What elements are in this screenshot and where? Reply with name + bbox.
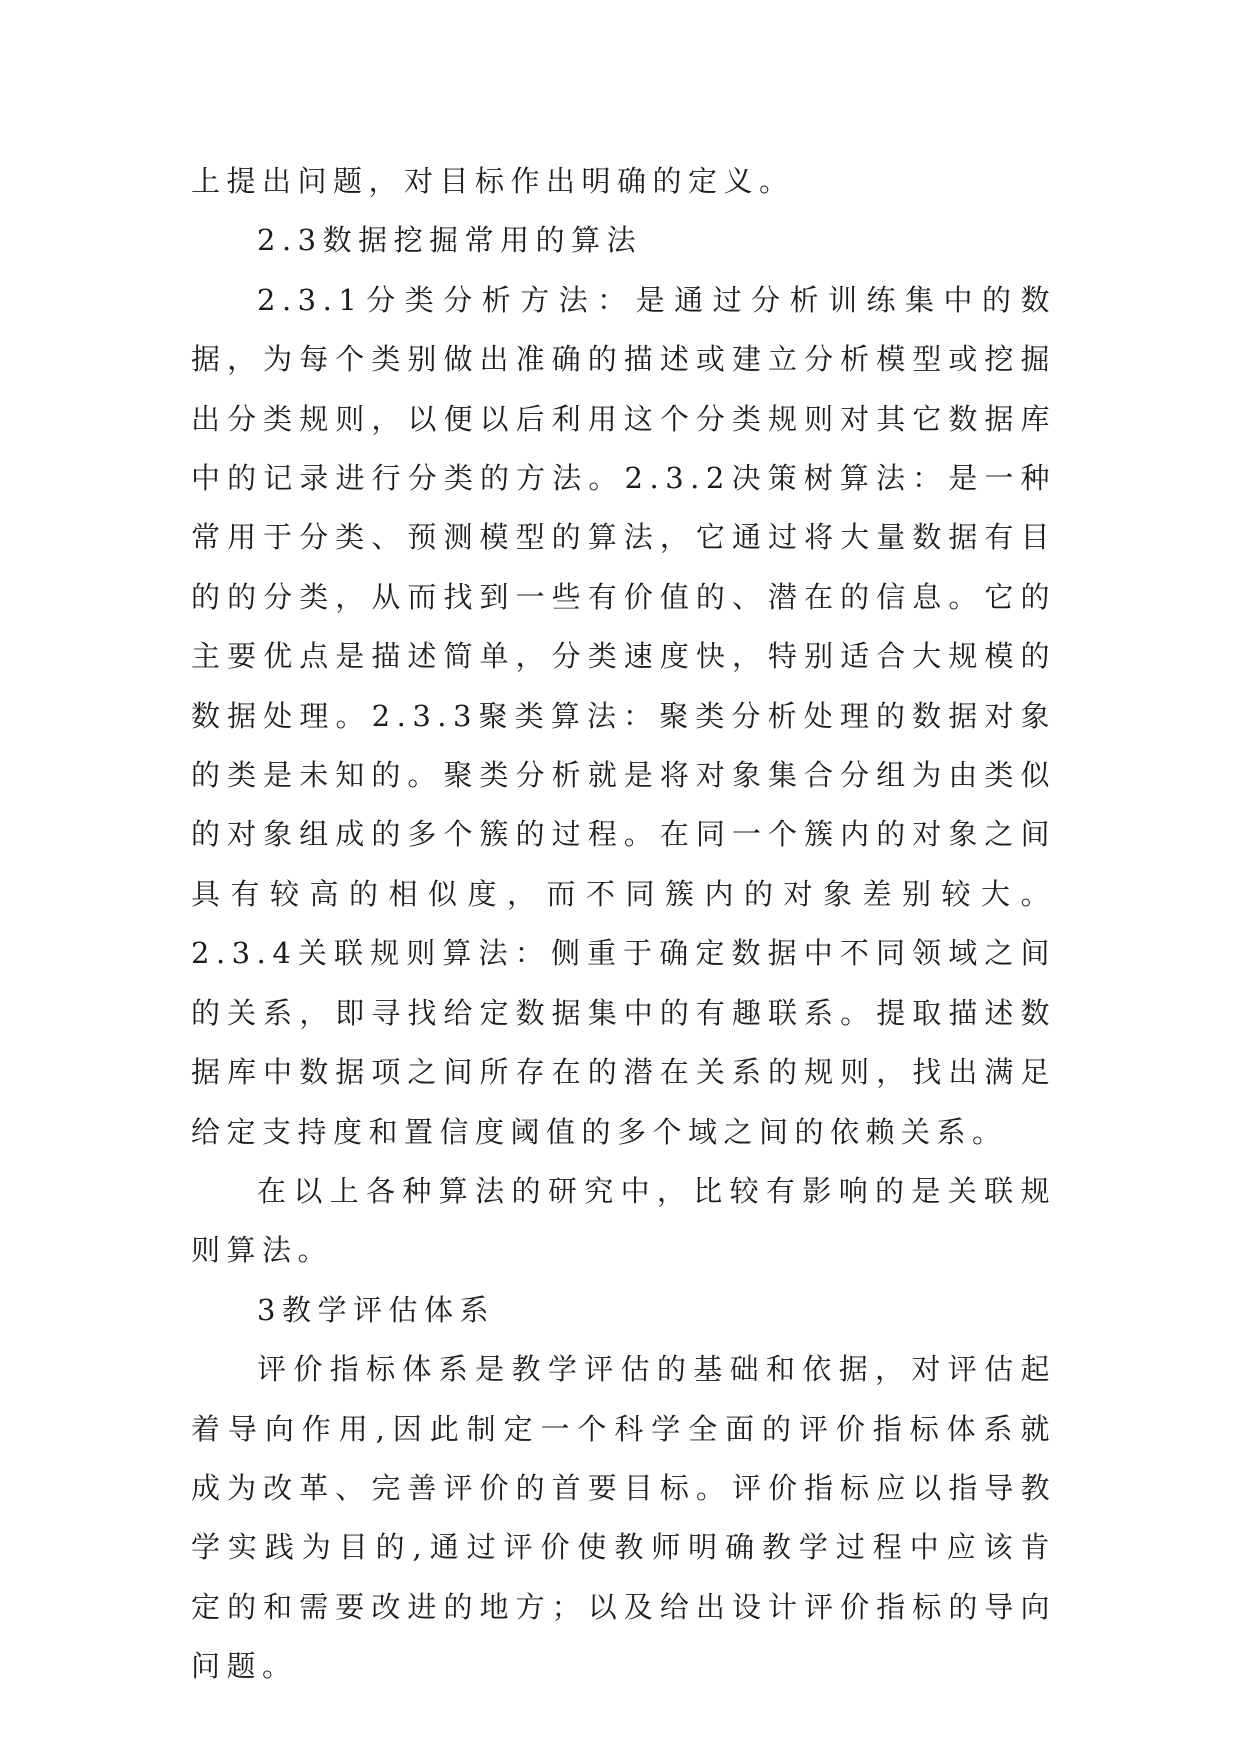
document-body: [191, 152, 1056, 1697]
section-heading-3: 3教学评估体系: [257, 1292, 495, 1327]
paragraph-continuation: 上提出问题，对目标作出明确的定义。: [191, 164, 795, 198]
paragraph-evaluation: 评价指标体系是教学评估的基础和依据，对评估起着导向作用,因此制定一个科学全面的评价指标体系就成为改革、完善评价的首要目标。评价指标应以指导教学实践为目的,通过评价使教师明确教学过程中应该肯定的和需要改进的地方；以及给出设计评价指标的导向问题。: [191, 1352, 1056, 1684]
section-heading-2-3: 2.3数据挖掘常用的算法: [257, 223, 643, 258]
paragraph-algorithms: 2.3.1分类分析方法：是通过分析训练集中的数据，为每个类别做出准确的描述或建立分析模型或挖掘出分类规则，以便以后利用这个分类规则对其它数据库中的记录进行分类的方法。2.3.2决策树算法：是一种常用于分类、预测模型的算法，它通过将大量数据有目的的分类，从而找到一些有价值的、潜在的信息。它的主要优点是描述简单，分类速度快，特别适合大规模的数据处理。2.3.3聚类算法：聚类分析处理的数据对象的类是未知的。聚类分析就是将对象集合分组为由类似的对象组成的多个簇的过程。在同一个簇内的对象之间具有较高的相似度，而不同簇内的对象差别较大。2.3.4关联规则算法：侧重于确定数据中不同领域之间的关系，即寻找给定数据集中的有趣联系。提取描述数据库中数据项之间所存在的潜在关系的规则，找出满足给定支持度和置信度阈值的多个域之间的依赖关系。: [191, 282, 1056, 1149]
paragraph-summary: 在以上各种算法的研究中，比较有影响的是关联规则算法。: [191, 1173, 1056, 1268]
